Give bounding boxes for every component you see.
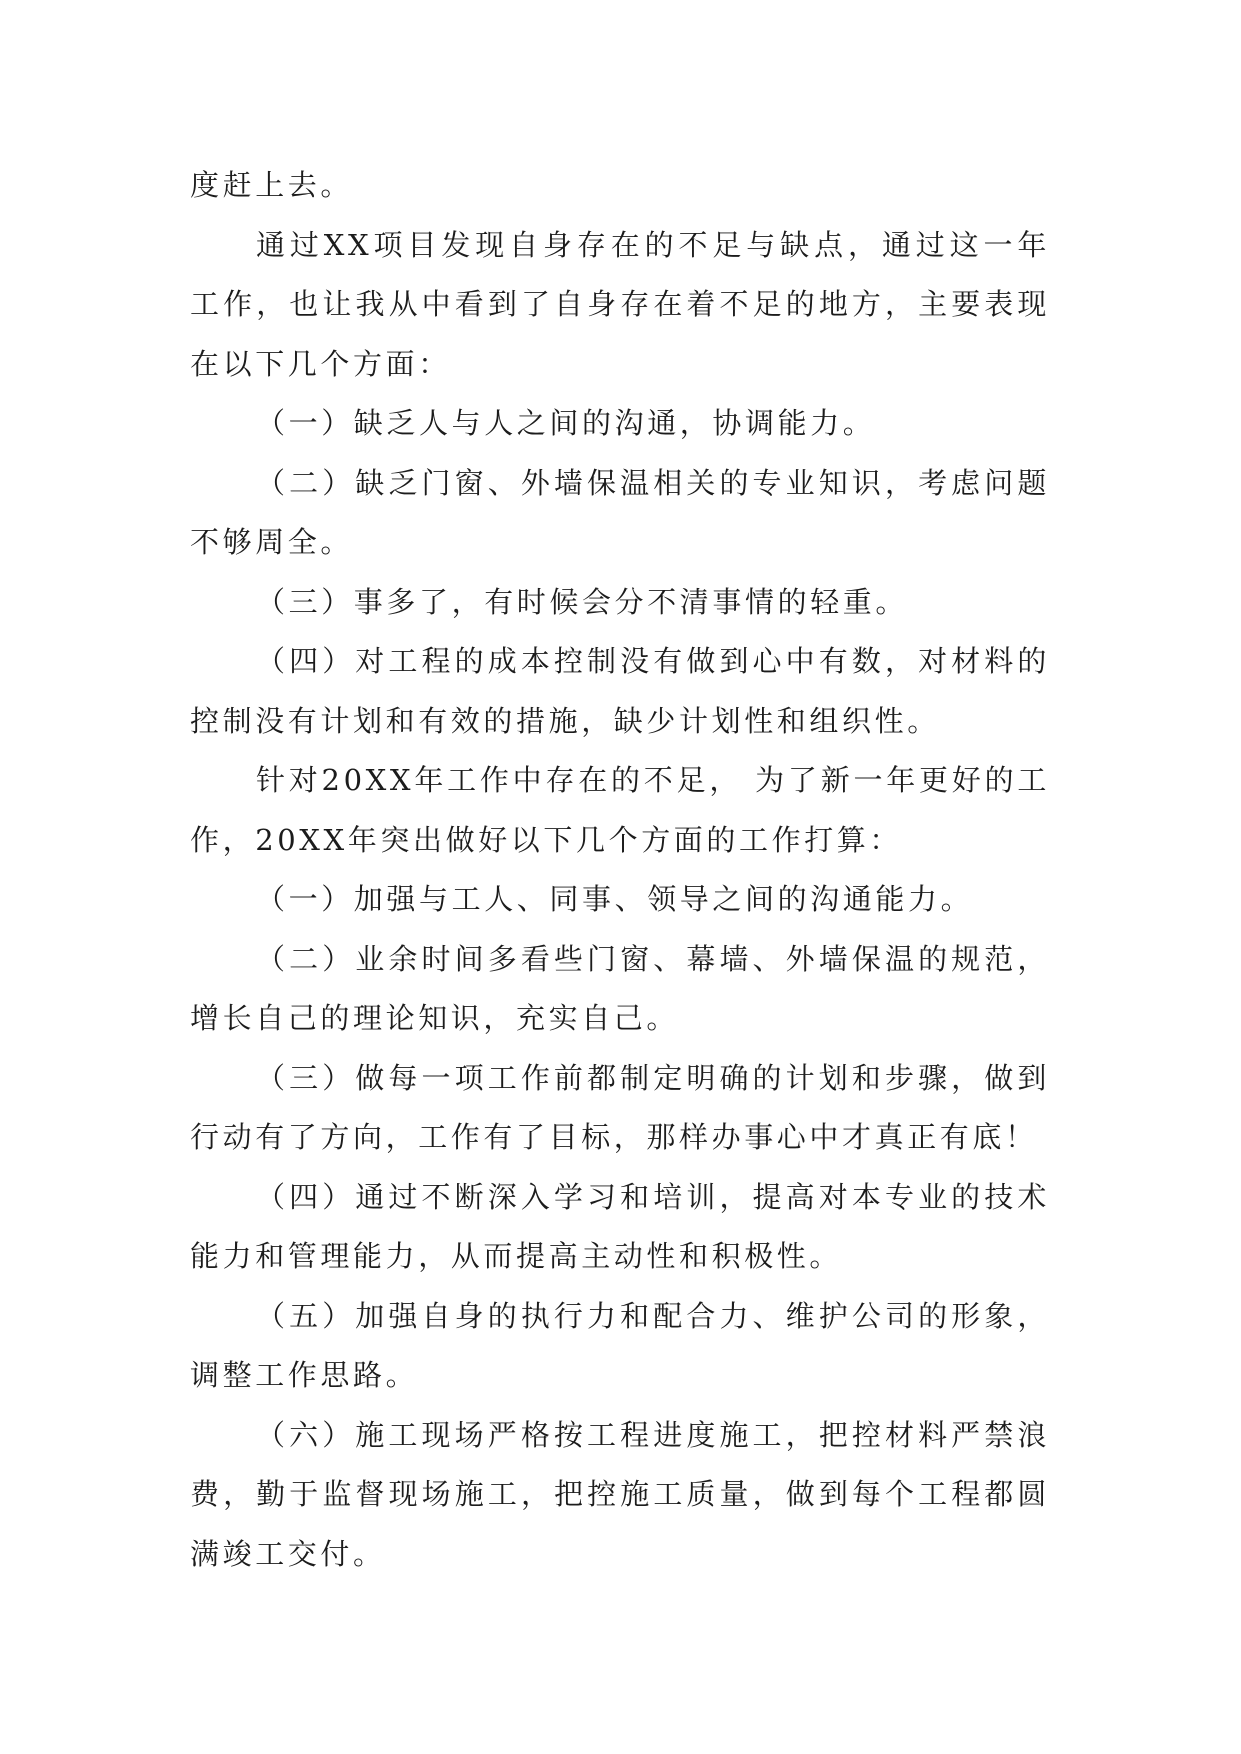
paragraph: 通过XX项目发现自身存在的不足与缺点，通过这一年工作，也让我从中看到了自身存在着不足的地方，主要表现在以下几个方面： bbox=[190, 227, 1050, 381]
list-item: （四）通过不断深入学习和培训，提高对本专业的技术能力和管理能力，从而提高主动性和积极性。 bbox=[190, 1179, 1050, 1273]
document-body bbox=[190, 156, 1050, 1584]
paragraph: 针对20XX年工作中存在的不足， 为了新一年更好的工作，20XX年突出做好以下几个方面的工作打算： bbox=[190, 763, 1050, 857]
list-item: （二）业余时间多看些门窗、幕墙、外墙保温的规范，增长自己的理论知识，充实自己。 bbox=[190, 941, 1050, 1035]
list-item: （一）缺乏人与人之间的沟通，协调能力。 bbox=[256, 406, 876, 440]
list-item: （三）事多了，有时候会分不清事情的轻重。 bbox=[256, 584, 909, 619]
list-item: （五）加强自身的执行力和配合力、维护公司的形象，调整工作思路。 bbox=[190, 1298, 1050, 1392]
list-item: （一）加强与工人、同事、领导之间的沟通能力。 bbox=[256, 882, 974, 916]
list-item: （六）施工现场严格按工程进度施工，把控材料严禁浪费，勤于监督现场施工，把控施工质量，做到每个工程都圆满竣工交付。 bbox=[190, 1417, 1050, 1571]
paragraph: 度赶上去。 bbox=[190, 168, 354, 202]
list-item: （三）做每一项工作前都制定明确的计划和步骤，做到行动有了方向，工作有了目标，那样办事心中才真正有底！ bbox=[190, 1060, 1050, 1154]
list-item: （二）缺乏门窗、外墙保温相关的专业知识，考虑问题不够周全。 bbox=[190, 465, 1050, 559]
list-item: （四）对工程的成本控制没有做到心中有数，对材料的控制没有计划和有效的措施，缺少计划性和组织性。 bbox=[190, 644, 1050, 738]
